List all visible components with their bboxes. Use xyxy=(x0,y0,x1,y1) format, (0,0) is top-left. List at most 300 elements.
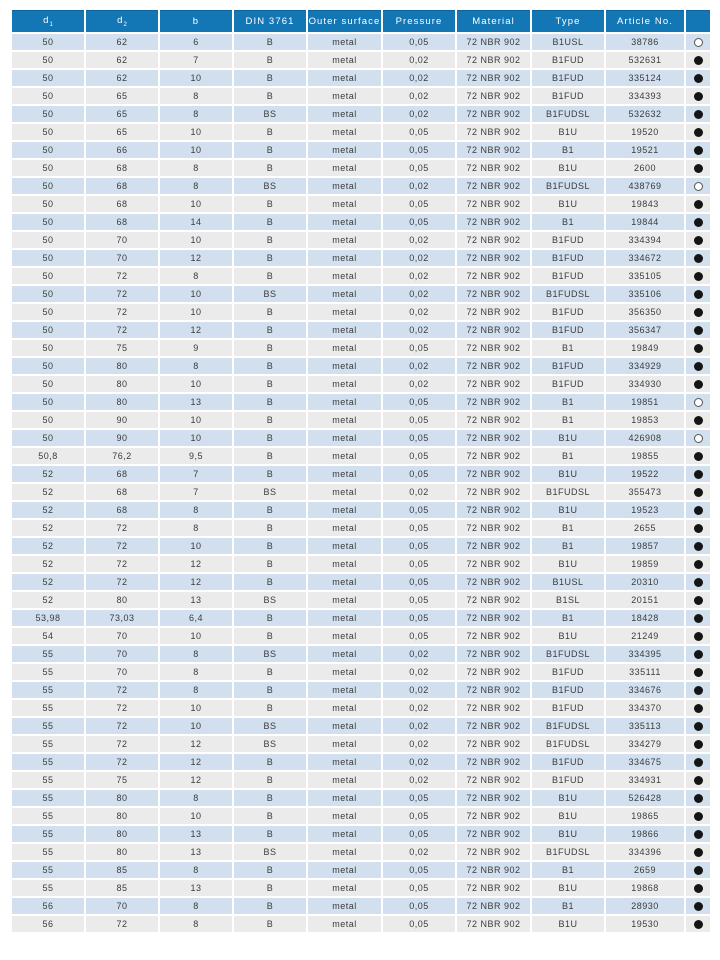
filled-circle-icon xyxy=(694,380,703,389)
cell-availability xyxy=(686,520,710,536)
cell-article_no: 19530 xyxy=(606,916,684,932)
cell-material: 72 NBR 902 xyxy=(457,556,530,572)
cell-type: B1U xyxy=(532,196,604,212)
filled-circle-icon xyxy=(694,686,703,695)
cell-b: 10 xyxy=(160,70,232,86)
cell-din: B xyxy=(234,466,306,482)
cell-d1: 55 xyxy=(12,754,84,770)
cell-d2: 68 xyxy=(86,214,158,230)
cell-type: B1USL xyxy=(532,574,604,590)
cell-d2: 76,2 xyxy=(86,448,158,464)
open-circle-icon xyxy=(694,38,703,47)
cell-din: BS xyxy=(234,106,306,122)
cell-type: B1U xyxy=(532,556,604,572)
cell-material: 72 NBR 902 xyxy=(457,682,530,698)
table-row xyxy=(12,304,710,320)
cell-material: 72 NBR 902 xyxy=(457,250,530,266)
cell-din: B xyxy=(234,430,306,446)
cell-pressure: 0,05 xyxy=(383,430,455,446)
table-body xyxy=(12,34,710,932)
cell-article_no: 19857 xyxy=(606,538,684,554)
column-header-material: Material xyxy=(457,10,530,32)
cell-b: 10 xyxy=(160,538,232,554)
cell-din: B xyxy=(234,268,306,284)
cell-material: 72 NBR 902 xyxy=(457,322,530,338)
cell-pressure: 0,02 xyxy=(383,700,455,716)
cell-type: B1FUD xyxy=(532,268,604,284)
cell-article_no: 426908 xyxy=(606,430,684,446)
cell-outer_surface: metal xyxy=(308,628,381,644)
cell-d1: 55 xyxy=(12,664,84,680)
filled-circle-icon xyxy=(694,110,703,119)
cell-pressure: 0,05 xyxy=(383,628,455,644)
cell-pressure: 0,02 xyxy=(383,322,455,338)
cell-availability xyxy=(686,466,710,482)
cell-outer_surface: metal xyxy=(308,610,381,626)
filled-circle-icon xyxy=(694,614,703,623)
cell-d2: 72 xyxy=(86,304,158,320)
cell-d2: 80 xyxy=(86,844,158,860)
filled-circle-icon xyxy=(694,218,703,227)
cell-din: B xyxy=(234,142,306,158)
filled-circle-icon xyxy=(694,146,703,155)
filled-circle-icon xyxy=(694,848,703,857)
cell-article_no: 38786 xyxy=(606,34,684,50)
filled-circle-icon xyxy=(694,56,703,65)
cell-article_no: 335124 xyxy=(606,70,684,86)
cell-din: B xyxy=(234,556,306,572)
cell-pressure: 0,05 xyxy=(383,862,455,878)
cell-pressure: 0,05 xyxy=(383,160,455,176)
cell-material: 72 NBR 902 xyxy=(457,790,530,806)
cell-b: 6,4 xyxy=(160,610,232,626)
cell-din: BS xyxy=(234,178,306,194)
cell-availability xyxy=(686,484,710,500)
cell-material: 72 NBR 902 xyxy=(457,502,530,518)
cell-d2: 72 xyxy=(86,268,158,284)
cell-pressure: 0,02 xyxy=(383,682,455,698)
cell-outer_surface: metal xyxy=(308,178,381,194)
filled-circle-icon xyxy=(694,236,703,245)
cell-material: 72 NBR 902 xyxy=(457,178,530,194)
cell-pressure: 0,05 xyxy=(383,592,455,608)
cell-availability xyxy=(686,430,710,446)
cell-d2: 68 xyxy=(86,160,158,176)
cell-availability xyxy=(686,592,710,608)
cell-article_no: 19855 xyxy=(606,448,684,464)
cell-d2: 68 xyxy=(86,484,158,500)
cell-material: 72 NBR 902 xyxy=(457,412,530,428)
cell-outer_surface: metal xyxy=(308,790,381,806)
cell-outer_surface: metal xyxy=(308,196,381,212)
cell-din: B xyxy=(234,88,306,104)
cell-availability xyxy=(686,34,710,50)
cell-type: B1U xyxy=(532,160,604,176)
cell-article_no: 19523 xyxy=(606,502,684,518)
cell-d2: 62 xyxy=(86,70,158,86)
cell-d1: 55 xyxy=(12,718,84,734)
cell-b: 10 xyxy=(160,808,232,824)
cell-pressure: 0,02 xyxy=(383,844,455,860)
cell-article_no: 18428 xyxy=(606,610,684,626)
cell-d1: 50 xyxy=(12,430,84,446)
cell-pressure: 0,02 xyxy=(383,250,455,266)
cell-material: 72 NBR 902 xyxy=(457,646,530,662)
cell-d1: 50 xyxy=(12,214,84,230)
cell-d2: 68 xyxy=(86,178,158,194)
table-row xyxy=(12,610,710,626)
cell-din: BS xyxy=(234,844,306,860)
cell-article_no: 335105 xyxy=(606,268,684,284)
cell-outer_surface: metal xyxy=(308,412,381,428)
cell-article_no: 356350 xyxy=(606,304,684,320)
cell-pressure: 0,05 xyxy=(383,538,455,554)
cell-d1: 50 xyxy=(12,70,84,86)
cell-b: 12 xyxy=(160,556,232,572)
cell-b: 8 xyxy=(160,178,232,194)
cell-pressure: 0,02 xyxy=(383,88,455,104)
cell-din: B xyxy=(234,628,306,644)
open-circle-icon xyxy=(694,398,703,407)
cell-type: B1 xyxy=(532,142,604,158)
cell-d2: 72 xyxy=(86,538,158,554)
cell-type: B1U xyxy=(532,826,604,842)
cell-b: 10 xyxy=(160,700,232,716)
table-row xyxy=(12,664,710,680)
cell-din: B xyxy=(234,304,306,320)
cell-article_no: 334370 xyxy=(606,700,684,716)
cell-din: B xyxy=(234,322,306,338)
table-row xyxy=(12,880,710,896)
cell-material: 72 NBR 902 xyxy=(457,430,530,446)
filled-circle-icon xyxy=(694,128,703,137)
cell-pressure: 0,05 xyxy=(383,808,455,824)
cell-type: B1FUD xyxy=(532,304,604,320)
cell-article_no: 334393 xyxy=(606,88,684,104)
cell-d1: 50 xyxy=(12,232,84,248)
cell-b: 10 xyxy=(160,142,232,158)
cell-outer_surface: metal xyxy=(308,808,381,824)
cell-outer_surface: metal xyxy=(308,232,381,248)
cell-din: BS xyxy=(234,646,306,662)
cell-d2: 90 xyxy=(86,412,158,428)
cell-article_no: 335113 xyxy=(606,718,684,734)
cell-type: B1FUD xyxy=(532,754,604,770)
cell-outer_surface: metal xyxy=(308,862,381,878)
cell-material: 72 NBR 902 xyxy=(457,628,530,644)
filled-circle-icon xyxy=(694,308,703,317)
table-row xyxy=(12,772,710,788)
cell-availability xyxy=(686,556,710,572)
cell-outer_surface: metal xyxy=(308,916,381,932)
cell-d1: 53,98 xyxy=(12,610,84,626)
cell-material: 72 NBR 902 xyxy=(457,826,530,842)
cell-availability xyxy=(686,52,710,68)
cell-type: B1 xyxy=(532,610,604,626)
filled-circle-icon xyxy=(694,542,703,551)
cell-type: B1U xyxy=(532,790,604,806)
cell-article_no: 19851 xyxy=(606,394,684,410)
cell-outer_surface: metal xyxy=(308,88,381,104)
filled-circle-icon xyxy=(694,812,703,821)
cell-material: 72 NBR 902 xyxy=(457,664,530,680)
cell-d1: 55 xyxy=(12,790,84,806)
cell-article_no: 334930 xyxy=(606,376,684,392)
filled-circle-icon xyxy=(694,578,703,587)
cell-d1: 55 xyxy=(12,862,84,878)
cell-pressure: 0,05 xyxy=(383,898,455,914)
filled-circle-icon xyxy=(694,740,703,749)
cell-availability xyxy=(686,718,710,734)
cell-article_no: 19844 xyxy=(606,214,684,230)
cell-d1: 55 xyxy=(12,772,84,788)
filled-circle-icon xyxy=(694,506,703,515)
cell-type: B1U xyxy=(532,808,604,824)
cell-d1: 52 xyxy=(12,520,84,536)
table-row xyxy=(12,160,710,176)
cell-b: 12 xyxy=(160,574,232,590)
cell-din: B xyxy=(234,394,306,410)
cell-b: 8 xyxy=(160,358,232,374)
cell-b: 10 xyxy=(160,304,232,320)
cell-material: 72 NBR 902 xyxy=(457,142,530,158)
filled-circle-icon xyxy=(694,416,703,425)
cell-d2: 66 xyxy=(86,142,158,158)
cell-availability xyxy=(686,106,710,122)
cell-type: B1 xyxy=(532,898,604,914)
cell-pressure: 0,02 xyxy=(383,358,455,374)
cell-b: 10 xyxy=(160,628,232,644)
table-row xyxy=(12,448,710,464)
cell-type: B1FUD xyxy=(532,88,604,104)
cell-pressure: 0,05 xyxy=(383,826,455,842)
cell-d2: 72 xyxy=(86,916,158,932)
cell-d2: 72 xyxy=(86,520,158,536)
cell-d2: 72 xyxy=(86,574,158,590)
cell-pressure: 0,02 xyxy=(383,664,455,680)
cell-d1: 55 xyxy=(12,808,84,824)
cell-d1: 50 xyxy=(12,106,84,122)
cell-outer_surface: metal xyxy=(308,844,381,860)
cell-availability xyxy=(686,142,710,158)
cell-outer_surface: metal xyxy=(308,592,381,608)
table-row xyxy=(12,826,710,842)
table-row xyxy=(12,916,710,932)
cell-type: B1FUD xyxy=(532,322,604,338)
cell-type: B1U xyxy=(532,502,604,518)
filled-circle-icon xyxy=(694,776,703,785)
cell-b: 8 xyxy=(160,502,232,518)
cell-type: B1FUD xyxy=(532,232,604,248)
cell-pressure: 0,05 xyxy=(383,556,455,572)
table-row xyxy=(12,682,710,698)
cell-type: B1U xyxy=(532,124,604,140)
table-row xyxy=(12,106,710,122)
cell-availability xyxy=(686,70,710,86)
product-table xyxy=(10,8,712,934)
cell-b: 7 xyxy=(160,466,232,482)
cell-outer_surface: metal xyxy=(308,754,381,770)
cell-din: B xyxy=(234,232,306,248)
cell-type: B1FUDSL xyxy=(532,736,604,752)
cell-d2: 70 xyxy=(86,232,158,248)
table-row xyxy=(12,502,710,518)
cell-article_no: 19868 xyxy=(606,880,684,896)
cell-availability xyxy=(686,826,710,842)
cell-availability xyxy=(686,664,710,680)
cell-b: 14 xyxy=(160,214,232,230)
cell-availability xyxy=(686,304,710,320)
cell-pressure: 0,05 xyxy=(383,790,455,806)
cell-material: 72 NBR 902 xyxy=(457,448,530,464)
cell-material: 72 NBR 902 xyxy=(457,520,530,536)
cell-outer_surface: metal xyxy=(308,772,381,788)
cell-b: 9 xyxy=(160,340,232,356)
cell-din: B xyxy=(234,376,306,392)
cell-b: 10 xyxy=(160,124,232,140)
table-row xyxy=(12,790,710,806)
table-row xyxy=(12,232,710,248)
cell-b: 10 xyxy=(160,196,232,212)
cell-availability xyxy=(686,754,710,770)
cell-article_no: 355473 xyxy=(606,484,684,500)
cell-article_no: 2655 xyxy=(606,520,684,536)
cell-pressure: 0,02 xyxy=(383,772,455,788)
filled-circle-icon xyxy=(694,830,703,839)
filled-circle-icon xyxy=(694,902,703,911)
cell-outer_surface: metal xyxy=(308,520,381,536)
cell-pressure: 0,02 xyxy=(383,232,455,248)
cell-d2: 65 xyxy=(86,88,158,104)
cell-din: B xyxy=(234,754,306,770)
cell-d2: 80 xyxy=(86,394,158,410)
cell-material: 72 NBR 902 xyxy=(457,754,530,770)
cell-outer_surface: metal xyxy=(308,358,381,374)
cell-pressure: 0,02 xyxy=(383,304,455,320)
cell-material: 72 NBR 902 xyxy=(457,718,530,734)
cell-type: B1FUD xyxy=(532,70,604,86)
cell-outer_surface: metal xyxy=(308,286,381,302)
cell-d2: 80 xyxy=(86,808,158,824)
cell-d2: 73,03 xyxy=(86,610,158,626)
cell-d2: 72 xyxy=(86,682,158,698)
cell-availability xyxy=(686,340,710,356)
cell-pressure: 0,02 xyxy=(383,646,455,662)
cell-type: B1 xyxy=(532,862,604,878)
filled-circle-icon xyxy=(694,290,703,299)
cell-d1: 50 xyxy=(12,250,84,266)
cell-d1: 55 xyxy=(12,844,84,860)
cell-material: 72 NBR 902 xyxy=(457,574,530,590)
filled-circle-icon xyxy=(694,326,703,335)
cell-pressure: 0,05 xyxy=(383,880,455,896)
cell-outer_surface: metal xyxy=(308,556,381,572)
cell-d2: 65 xyxy=(86,124,158,140)
cell-din: BS xyxy=(234,718,306,734)
cell-d1: 50 xyxy=(12,268,84,284)
cell-pressure: 0,05 xyxy=(383,196,455,212)
cell-din: BS xyxy=(234,736,306,752)
cell-d1: 50 xyxy=(12,304,84,320)
table-row xyxy=(12,736,710,752)
column-header-d1: $d_1$ xyxy=(12,10,84,32)
cell-material: 72 NBR 902 xyxy=(457,34,530,50)
cell-outer_surface: metal xyxy=(308,304,381,320)
column-header-outer_surface: Outer surface xyxy=(308,10,381,32)
cell-b: 13 xyxy=(160,394,232,410)
cell-availability xyxy=(686,682,710,698)
filled-circle-icon xyxy=(694,524,703,533)
cell-material: 72 NBR 902 xyxy=(457,898,530,914)
cell-type: B1USL xyxy=(532,34,604,50)
cell-outer_surface: metal xyxy=(308,160,381,176)
cell-b: 8 xyxy=(160,88,232,104)
cell-type: B1FUDSL xyxy=(532,718,604,734)
cell-article_no: 19866 xyxy=(606,826,684,842)
cell-din: B xyxy=(234,682,306,698)
table-row xyxy=(12,214,710,230)
table-row xyxy=(12,754,710,770)
table-header xyxy=(12,10,710,32)
cell-material: 72 NBR 902 xyxy=(457,844,530,860)
cell-type: B1FUDSL xyxy=(532,484,604,500)
cell-b: 10 xyxy=(160,286,232,302)
cell-availability xyxy=(686,88,710,104)
cell-pressure: 0,02 xyxy=(383,268,455,284)
cell-availability xyxy=(686,790,710,806)
cell-availability xyxy=(686,394,710,410)
cell-d2: 75 xyxy=(86,340,158,356)
filled-circle-icon xyxy=(694,668,703,677)
cell-din: B xyxy=(234,52,306,68)
filled-circle-icon xyxy=(694,704,703,713)
cell-b: 8 xyxy=(160,664,232,680)
cell-material: 72 NBR 902 xyxy=(457,160,530,176)
cell-material: 72 NBR 902 xyxy=(457,52,530,68)
cell-article_no: 20310 xyxy=(606,574,684,590)
cell-material: 72 NBR 902 xyxy=(457,862,530,878)
table-row xyxy=(12,286,710,302)
filled-circle-icon xyxy=(694,200,703,209)
cell-b: 10 xyxy=(160,376,232,392)
cell-availability xyxy=(686,448,710,464)
cell-outer_surface: metal xyxy=(308,538,381,554)
cell-material: 72 NBR 902 xyxy=(457,304,530,320)
filled-circle-icon xyxy=(694,722,703,731)
cell-article_no: 19853 xyxy=(606,412,684,428)
cell-pressure: 0,02 xyxy=(383,286,455,302)
cell-availability xyxy=(686,574,710,590)
cell-type: B1 xyxy=(532,214,604,230)
table-row xyxy=(12,844,710,860)
cell-article_no: 19859 xyxy=(606,556,684,572)
cell-d2: 62 xyxy=(86,34,158,50)
cell-availability xyxy=(686,412,710,428)
cell-d2: 72 xyxy=(86,286,158,302)
cell-b: 8 xyxy=(160,898,232,914)
cell-d1: 50,8 xyxy=(12,448,84,464)
cell-outer_surface: metal xyxy=(308,214,381,230)
cell-pressure: 0,05 xyxy=(383,916,455,932)
cell-pressure: 0,05 xyxy=(383,466,455,482)
cell-outer_surface: metal xyxy=(308,574,381,590)
cell-d1: 50 xyxy=(12,160,84,176)
cell-type: B1FUD xyxy=(532,700,604,716)
filled-circle-icon xyxy=(694,164,703,173)
cell-outer_surface: metal xyxy=(308,448,381,464)
cell-d2: 80 xyxy=(86,376,158,392)
table-row xyxy=(12,808,710,824)
